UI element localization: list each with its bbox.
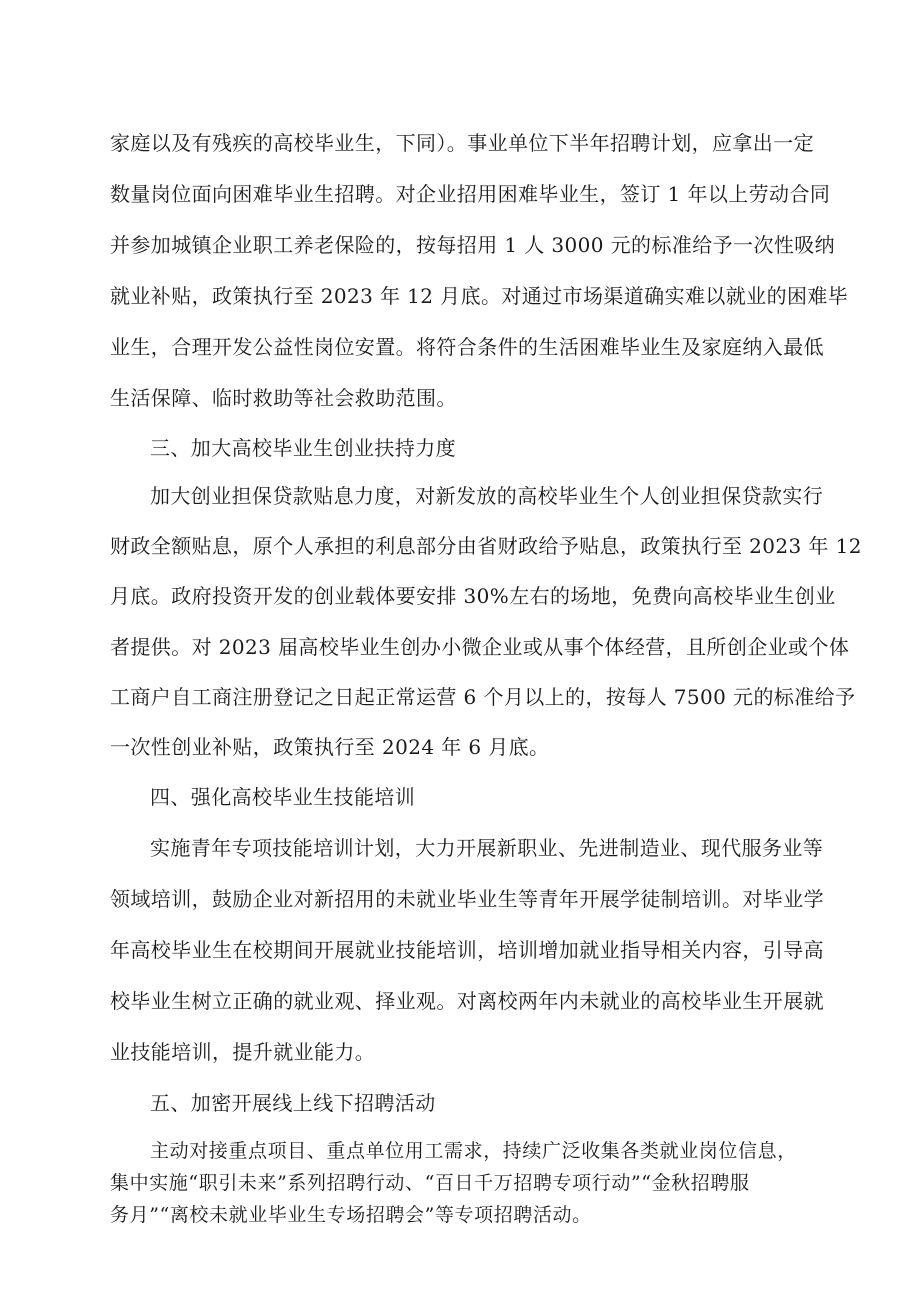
paragraph-4-line-2: 领域培训，鼓励企业对新招用的未就业毕业生等青年开展学徒制培训。对毕业学: [110, 887, 824, 911]
paragraph-4-line-3: 年高校毕业生在校期间开展就业技能培训，培训增加就业指导相关内容，引导高: [110, 938, 824, 962]
paragraph-1-line-4: 就业补贴，政策执行至 2023 年 12 月底。对通过市场渠道确实难以就业的困难毕: [110, 284, 849, 308]
paragraph-4-line-5: 业技能培训，提升就业能力。: [110, 1040, 376, 1064]
paragraph-1-line-6: 生活保障、临时救助等社会救助范围。: [110, 386, 457, 410]
paragraph-5-line-3: 务月”“离校未就业毕业生专场招聘会”等专项招聘活动。: [110, 1204, 592, 1226]
paragraph-1-line-5: 业生，合理开发公益性岗位安置。将符合条件的生活困难毕业生及家庭纳入最低: [110, 335, 824, 359]
paragraph-4-line-4: 校毕业生树立正确的就业观、择业观。对离校两年内未就业的高校毕业生开展就: [110, 989, 824, 1013]
paragraph-1-line-1: 家庭以及有残疾的高校毕业生，下同）。事业单位下半年招聘计划，应拿出一定: [110, 131, 814, 155]
paragraph-5-line-1: 主动对接重点项目、重点单位用工需求，持续广泛收集各类就业岗位信息，: [150, 1140, 797, 1162]
paragraph-3-line-5: 工商户自工商注册登记之日起正常运营 6 个月以上的，按每人 7500 元的标准给予: [110, 685, 856, 709]
paragraph-1-line-3: 并参加城镇企业职工养老保险的，按每招用 1 人 3000 元的标准给予一次性吸纳: [110, 233, 836, 257]
paragraph-3-line-6: 一次性创业补贴，政策执行至 2024 年 6 月底。: [110, 735, 550, 759]
paragraph-3-line-2: 财政全额贴息，原个人承担的利息部分由省财政给予贴息，政策执行至 2023 年 12: [110, 534, 862, 558]
heading-section-4: 四、强化高校毕业生技能培训: [150, 785, 416, 809]
heading-section-3: 三、加大高校毕业生创业扶持力度: [150, 436, 456, 460]
heading-section-5: 五、加密开展线上线下招聘活动: [150, 1091, 436, 1115]
paragraph-5-line-2: 集中实施“职引未来”系列招聘行动、“百日千万招聘专项行动”“金秋招聘服: [110, 1172, 750, 1194]
paragraph-1-line-2: 数量岗位面向困难毕业生招聘。对企业招用困难毕业生，签订 1 年以上劳动合同: [110, 182, 831, 206]
paragraph-3-line-1: 加大创业担保贷款贴息力度，对新发放的高校毕业生个人创业担保贷款实行: [150, 484, 824, 508]
paragraph-4-line-1: 实施青年专项技能培训计划，大力开展新职业、先进制造业、现代服务业等: [150, 836, 824, 860]
paragraph-3-line-4: 者提供。对 2023 届高校毕业生创办小微企业或从事个体经营，且所创企业或个体: [110, 635, 850, 659]
paragraph-3-line-3: 月底。政府投资开发的创业载体要安排 30%左右的场地，免费向高校毕业生创业: [110, 584, 836, 608]
